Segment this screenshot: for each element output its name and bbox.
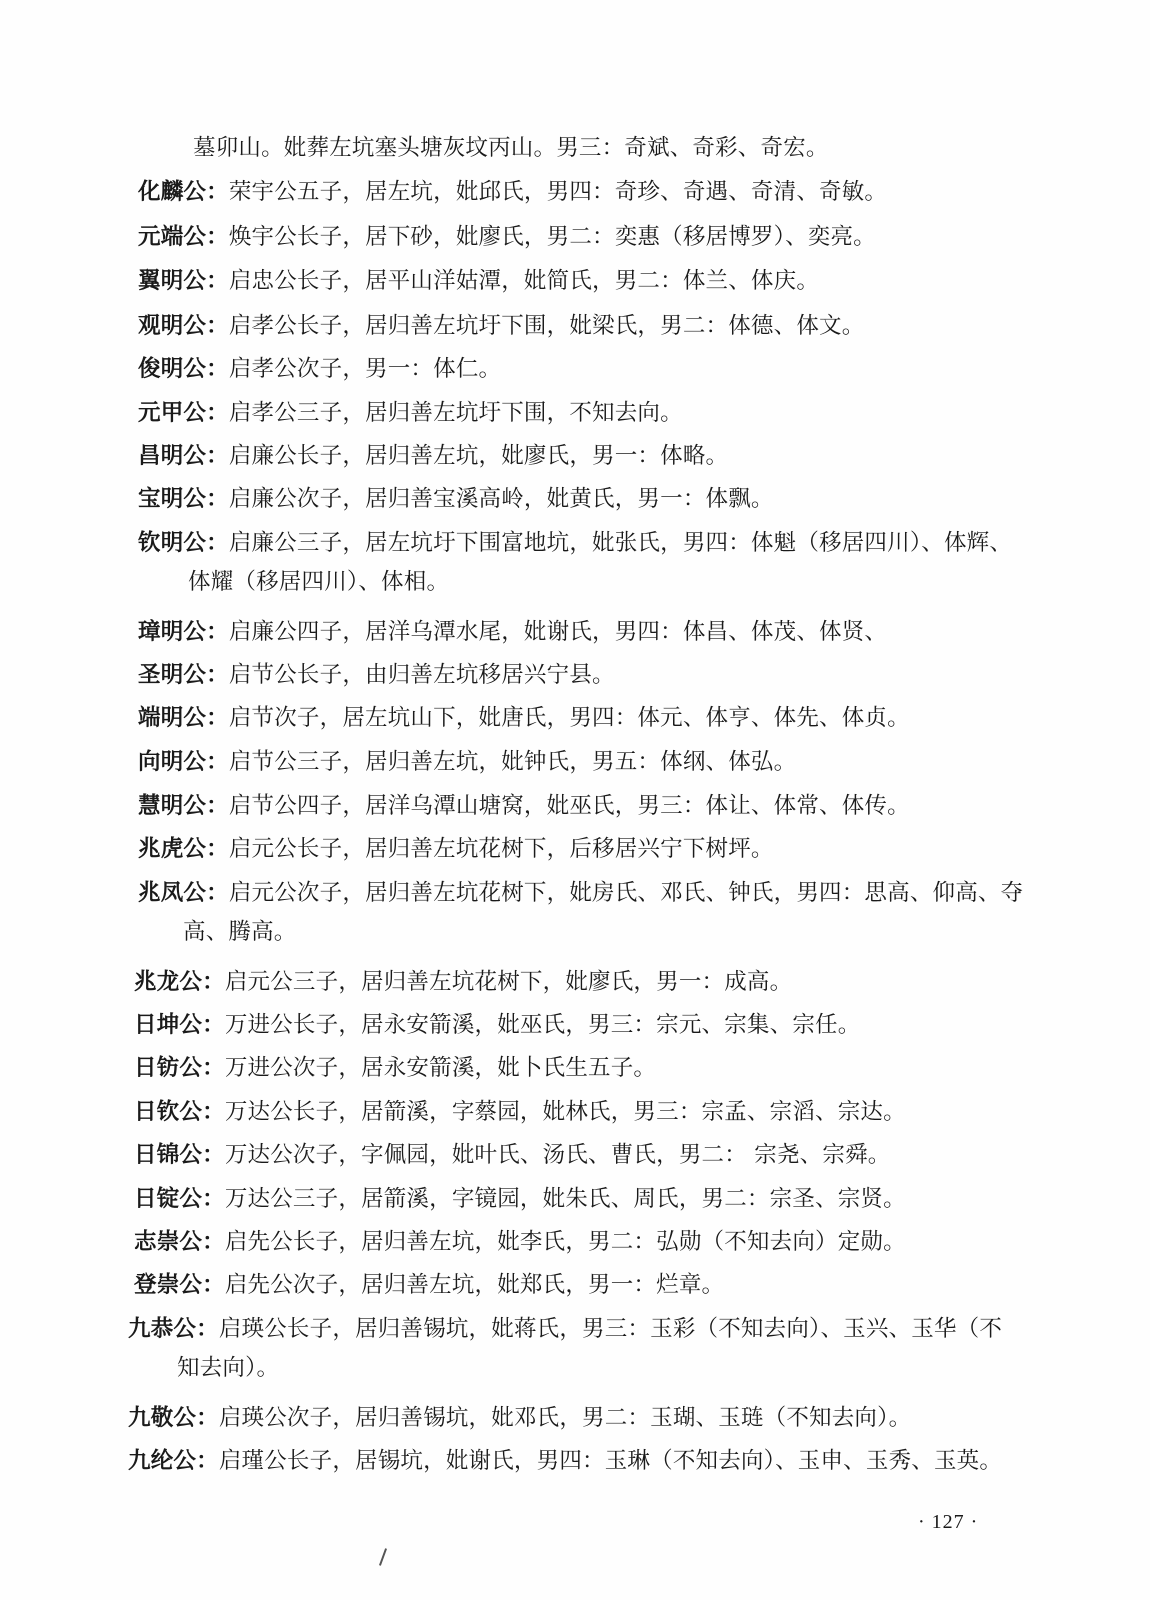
entry-line xyxy=(138,747,796,777)
entry-text: 高、腾高。 xyxy=(183,919,297,945)
entry-text: 启先公次子，居归善左坑，妣郑氏，男一：烂章。 xyxy=(224,1272,725,1298)
entry-name: 登崇公： xyxy=(134,1272,225,1298)
entry-text: 启节公四子，居洋乌潭山塘窝，妣巫氏，男三：体让、体常、体传。 xyxy=(228,793,910,819)
entry-line xyxy=(134,1270,724,1300)
entry-line xyxy=(134,1010,860,1040)
entry-name: 九敬公： xyxy=(128,1405,219,1431)
entry-line xyxy=(138,528,1012,558)
entry-text: 启瑾公长子，居锡坑，妣谢氏，男四：玉琳（不知去向）、玉申、玉秀、玉英。 xyxy=(218,1448,1003,1474)
entry-name: 日坤公： xyxy=(134,1012,225,1038)
entry-name: 宝明公： xyxy=(138,486,229,512)
pen-mark xyxy=(379,1548,387,1566)
entry-line xyxy=(138,222,876,252)
entry-name: 向明公： xyxy=(138,749,229,775)
entry-name: 九纶公： xyxy=(128,1448,219,1474)
entry-line xyxy=(134,1053,656,1083)
entry-line xyxy=(177,1353,279,1383)
entry-name: 日锭公： xyxy=(134,1186,225,1212)
entry-line xyxy=(138,311,864,341)
entry-name: 端明公： xyxy=(138,705,229,731)
entry-line xyxy=(138,266,819,296)
entry-text: 知去向）。 xyxy=(177,1355,280,1381)
entry-name: 兆虎公： xyxy=(138,836,229,862)
entry-text: 启节公三子，居归善左坑，妣钟氏，男五：体纲、体弘。 xyxy=(228,749,797,775)
entry-name: 志崇公： xyxy=(134,1229,225,1255)
entry-text: 启元公长子，居归善左坑花树下，后移居兴宁下树坪。 xyxy=(228,836,774,862)
entry-line xyxy=(138,834,774,864)
entry-line xyxy=(193,133,829,163)
entry-name: 九恭公： xyxy=(128,1316,219,1342)
entry-name: 璋明公： xyxy=(138,619,229,645)
entry-text: 启廉公四子，居洋乌潭水尾，妣谢氏，男四：体昌、体茂、体贤、 xyxy=(228,619,888,645)
entry-name: 兆凤公： xyxy=(138,880,229,906)
entry-name: 化麟公： xyxy=(138,179,229,205)
entry-name: 圣明公： xyxy=(138,662,229,688)
entry-name: 翼明公： xyxy=(138,268,229,294)
entry-text: 启忠公长子，居平山洋姑潭，妣简氏，男二：体兰、体庆。 xyxy=(228,268,820,294)
entry-text: 启先公长子，居归善左坑，妣李氏，男二：弘勋（不知去向）定勋。 xyxy=(224,1229,906,1255)
entry-name: 俊明公： xyxy=(138,356,229,382)
entry-line xyxy=(138,660,615,690)
entry-name: 日钦公： xyxy=(134,1099,225,1125)
entry-line xyxy=(138,398,683,428)
entry-text: 启廉公三子，居左坑圩下围富地坑，妣张氏，男四：体魁（移居四川）、体辉、 xyxy=(228,530,1013,556)
entry-line xyxy=(138,703,910,733)
entry-text: 体耀（移居四川）、体相。 xyxy=(188,569,450,595)
entry-text: 万进公长子，居永安箭溪，妣巫氏，男三：宗元、宗集、宗任。 xyxy=(224,1012,861,1038)
entry-text: 焕宇公长子，居下砂，妣廖氏，男二：奕惠（移居博罗）、奕亮。 xyxy=(228,224,876,250)
entry-line xyxy=(134,967,792,997)
entry-line xyxy=(128,1403,911,1433)
entry-text: 启元公三子，居归善左坑花树下，妣廖氏，男一：成高。 xyxy=(224,969,793,995)
entry-name: 兆龙公： xyxy=(134,969,225,995)
entry-name: 日钫公： xyxy=(134,1055,225,1081)
entry-line xyxy=(138,484,774,514)
entry-line xyxy=(138,441,728,471)
entry-text: 启节次子，居左坑山下，妣唐氏，男四：体元、体亨、体先、体贞。 xyxy=(228,705,910,731)
entry-line xyxy=(138,617,887,647)
entry-text: 万达公次子，字佩园，妣叶氏、汤氏、曹氏，男二： 宗尧、宗舜。 xyxy=(224,1142,891,1168)
entry-name: 元端公： xyxy=(138,224,229,250)
entry-text: 启孝公次子，男一：体仁。 xyxy=(228,356,502,382)
entry-text: 启瑛公次子，居归善锡坑，妣邓氏，男二：玉瑚、玉琏（不知去向）。 xyxy=(218,1405,912,1431)
entry-line xyxy=(138,177,887,207)
entry-line xyxy=(138,878,1023,908)
entry-text: 万进公次子，居永安箭溪，妣卜氏生五子。 xyxy=(224,1055,657,1081)
entry-line xyxy=(134,1184,906,1214)
entry-text: 万达公三子，居箭溪，字镜园，妣朱氏、周氏，男二：宗圣、宗贤。 xyxy=(224,1186,906,1212)
entry-line xyxy=(138,791,910,821)
entry-text: 启廉公长子，居归善左坑，妣廖氏，男一：体略。 xyxy=(228,443,729,469)
entry-text: 启节公长子，由归善左坑移居兴宁县。 xyxy=(228,662,615,688)
entry-name: 钦明公： xyxy=(138,530,229,556)
entry-text: 启廉公次子，居归善宝溪高岭，妣黄氏，男一：体飘。 xyxy=(228,486,774,512)
entry-text: 墓卯山。妣葬左坑塞头塘灰坟丙山。男三：奇斌、奇彩、奇宏。 xyxy=(193,135,829,161)
entry-text: 启元公次子，居归善左坑花树下，妣房氏、邓氏、钟氏，男四：思高、仰高、夺 xyxy=(228,880,1024,906)
entry-line xyxy=(134,1227,906,1257)
entry-name: 昌明公： xyxy=(138,443,229,469)
entry-name: 观明公： xyxy=(138,313,229,339)
entry-name: 元甲公： xyxy=(138,400,229,426)
entry-line xyxy=(128,1446,1002,1476)
page-number: · 127 · xyxy=(918,1511,979,1533)
entry-text: 启瑛公长子，居归善锡坑，妣蒋氏，男三：玉彩（不知去向）、玉兴、玉华（不 xyxy=(218,1316,1003,1342)
entry-text: 荣宇公五子，居左坑，妣邱氏，男四：奇珍、奇遇、奇清、奇敏。 xyxy=(228,179,888,205)
entry-name: 慧明公： xyxy=(138,793,229,819)
entry-line xyxy=(138,354,501,384)
entry-text: 启孝公三子，居归善左坑圩下围，不知去向。 xyxy=(228,400,683,426)
entry-line xyxy=(134,1140,890,1170)
entry-line xyxy=(134,1097,906,1127)
entry-line xyxy=(128,1314,1002,1344)
entry-name: 日锦公： xyxy=(134,1142,225,1168)
entry-text: 启孝公长子，居归善左坑圩下围，妣梁氏，男二：体德、体文。 xyxy=(228,313,865,339)
entry-text: 万达公长子，居箭溪，字蔡园，妣林氏，男三：宗孟、宗滔、宗达。 xyxy=(224,1099,906,1125)
entry-line xyxy=(188,567,449,597)
entry-line xyxy=(183,917,297,947)
